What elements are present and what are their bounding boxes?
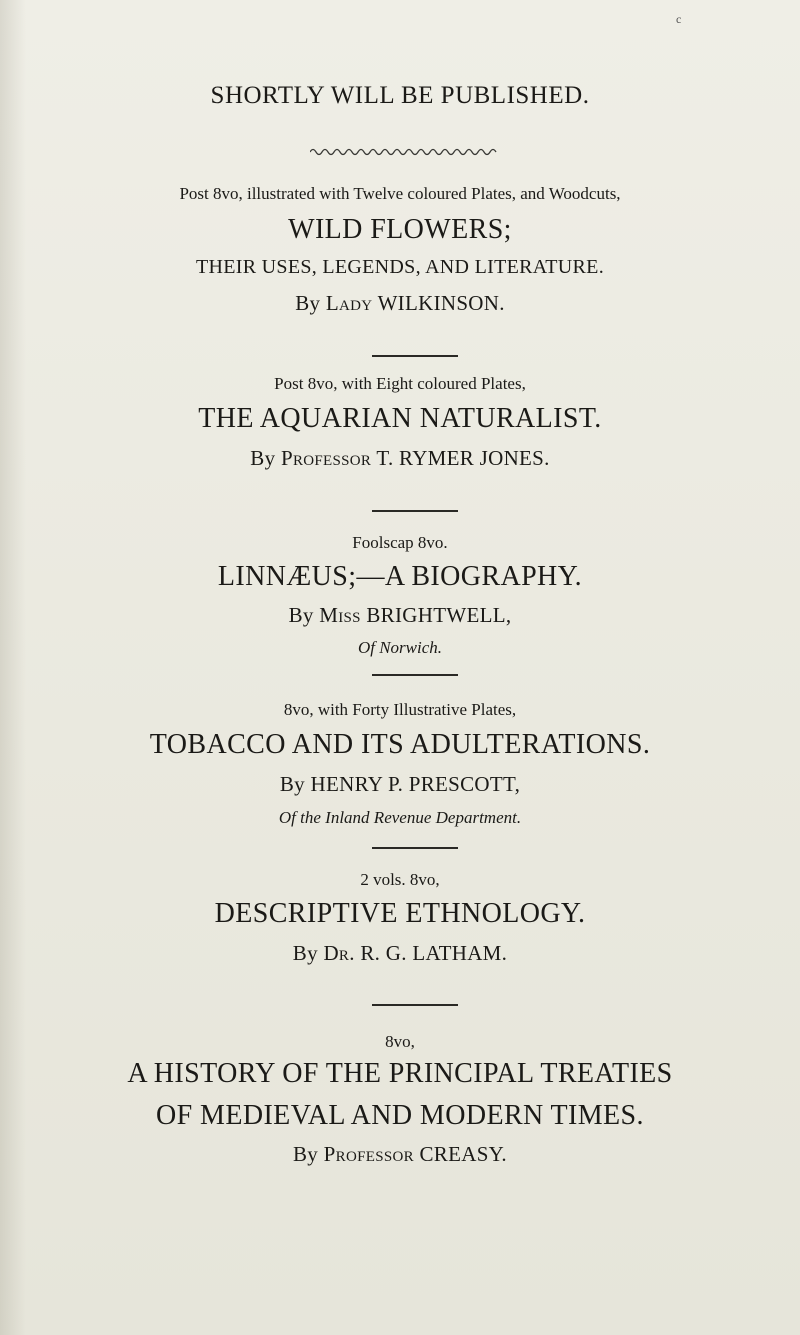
by-label: By xyxy=(250,446,276,470)
book-6-byline xyxy=(0,1142,800,1167)
book-3-byline xyxy=(0,603,800,628)
section-rule xyxy=(372,674,458,676)
by-label: By xyxy=(292,941,318,965)
book-3-title: LINNÆUS;—A BIOGRAPHY. xyxy=(217,561,583,592)
by-label: By xyxy=(293,1142,319,1166)
author-name: CREASY. xyxy=(419,1142,507,1166)
by-label: By xyxy=(288,603,314,627)
book-2-title: THE AQUARIAN NATURALIST. xyxy=(198,403,602,434)
book-1-byline xyxy=(0,291,800,316)
book-4-affiliation: Of the Inland Revenue Department. xyxy=(278,808,522,827)
author-prefix: Lady xyxy=(325,291,373,315)
author-name: R. G. LATHAM. xyxy=(360,941,508,965)
book-5-title: DESCRIPTIVE ETHNOLOGY. xyxy=(214,898,586,929)
section-rule xyxy=(372,1004,458,1006)
section-rule xyxy=(372,847,458,849)
book-3-format-note: Foolscap 8vo. xyxy=(352,533,448,552)
by-label: By xyxy=(295,291,321,315)
book-5-format-note: 2 vols. 8vo, xyxy=(360,870,440,889)
author-name: WILKINSON. xyxy=(377,291,505,315)
book-5-byline xyxy=(0,941,800,966)
book-4-byline xyxy=(0,772,800,797)
author-name: T. RYMER JONES. xyxy=(376,446,550,470)
book-1-title: WILD FLOWERS; xyxy=(288,214,512,245)
book-2-format-note: Post 8vo, with Eight coloured Plates, xyxy=(274,374,526,393)
page-heading: SHORTLY WILL BE PUBLISHED. xyxy=(210,82,590,109)
author-prefix: Professor xyxy=(280,446,372,470)
book-6-title-line-1: A HISTORY OF THE PRINCIPAL TREATIES xyxy=(127,1058,673,1089)
author-prefix: Dr. xyxy=(323,941,355,965)
book-4-title: TOBACCO AND ITS ADULTERATIONS. xyxy=(149,729,651,760)
book-1-format-note: Post 8vo, illustrated with Twelve coloured Plates, and Woodcuts, xyxy=(179,184,621,203)
author-name: BRIGHTWELL, xyxy=(366,603,512,627)
section-rule xyxy=(372,355,458,357)
book-1-subtitle: THEIR USES, LEGENDS, AND LITERATURE. xyxy=(195,256,604,278)
book-2-byline xyxy=(0,446,800,471)
wavy-ornament xyxy=(310,146,500,158)
book-3-affiliation: Of Norwich. xyxy=(357,638,443,657)
corner-mark: c xyxy=(676,12,682,26)
book-6-format-note: 8vo, xyxy=(385,1032,415,1051)
book-4-format-note: 8vo, with Forty Illustrative Plates, xyxy=(283,700,517,719)
section-rule xyxy=(372,510,458,512)
author-prefix: Professor xyxy=(323,1142,414,1166)
by-label: By xyxy=(279,772,305,796)
book-6-title-line-2: OF MEDIEVAL AND MODERN TIMES. xyxy=(156,1100,644,1131)
author-name: HENRY P. PRESCOTT, xyxy=(310,772,521,796)
author-prefix: Miss xyxy=(319,603,361,627)
